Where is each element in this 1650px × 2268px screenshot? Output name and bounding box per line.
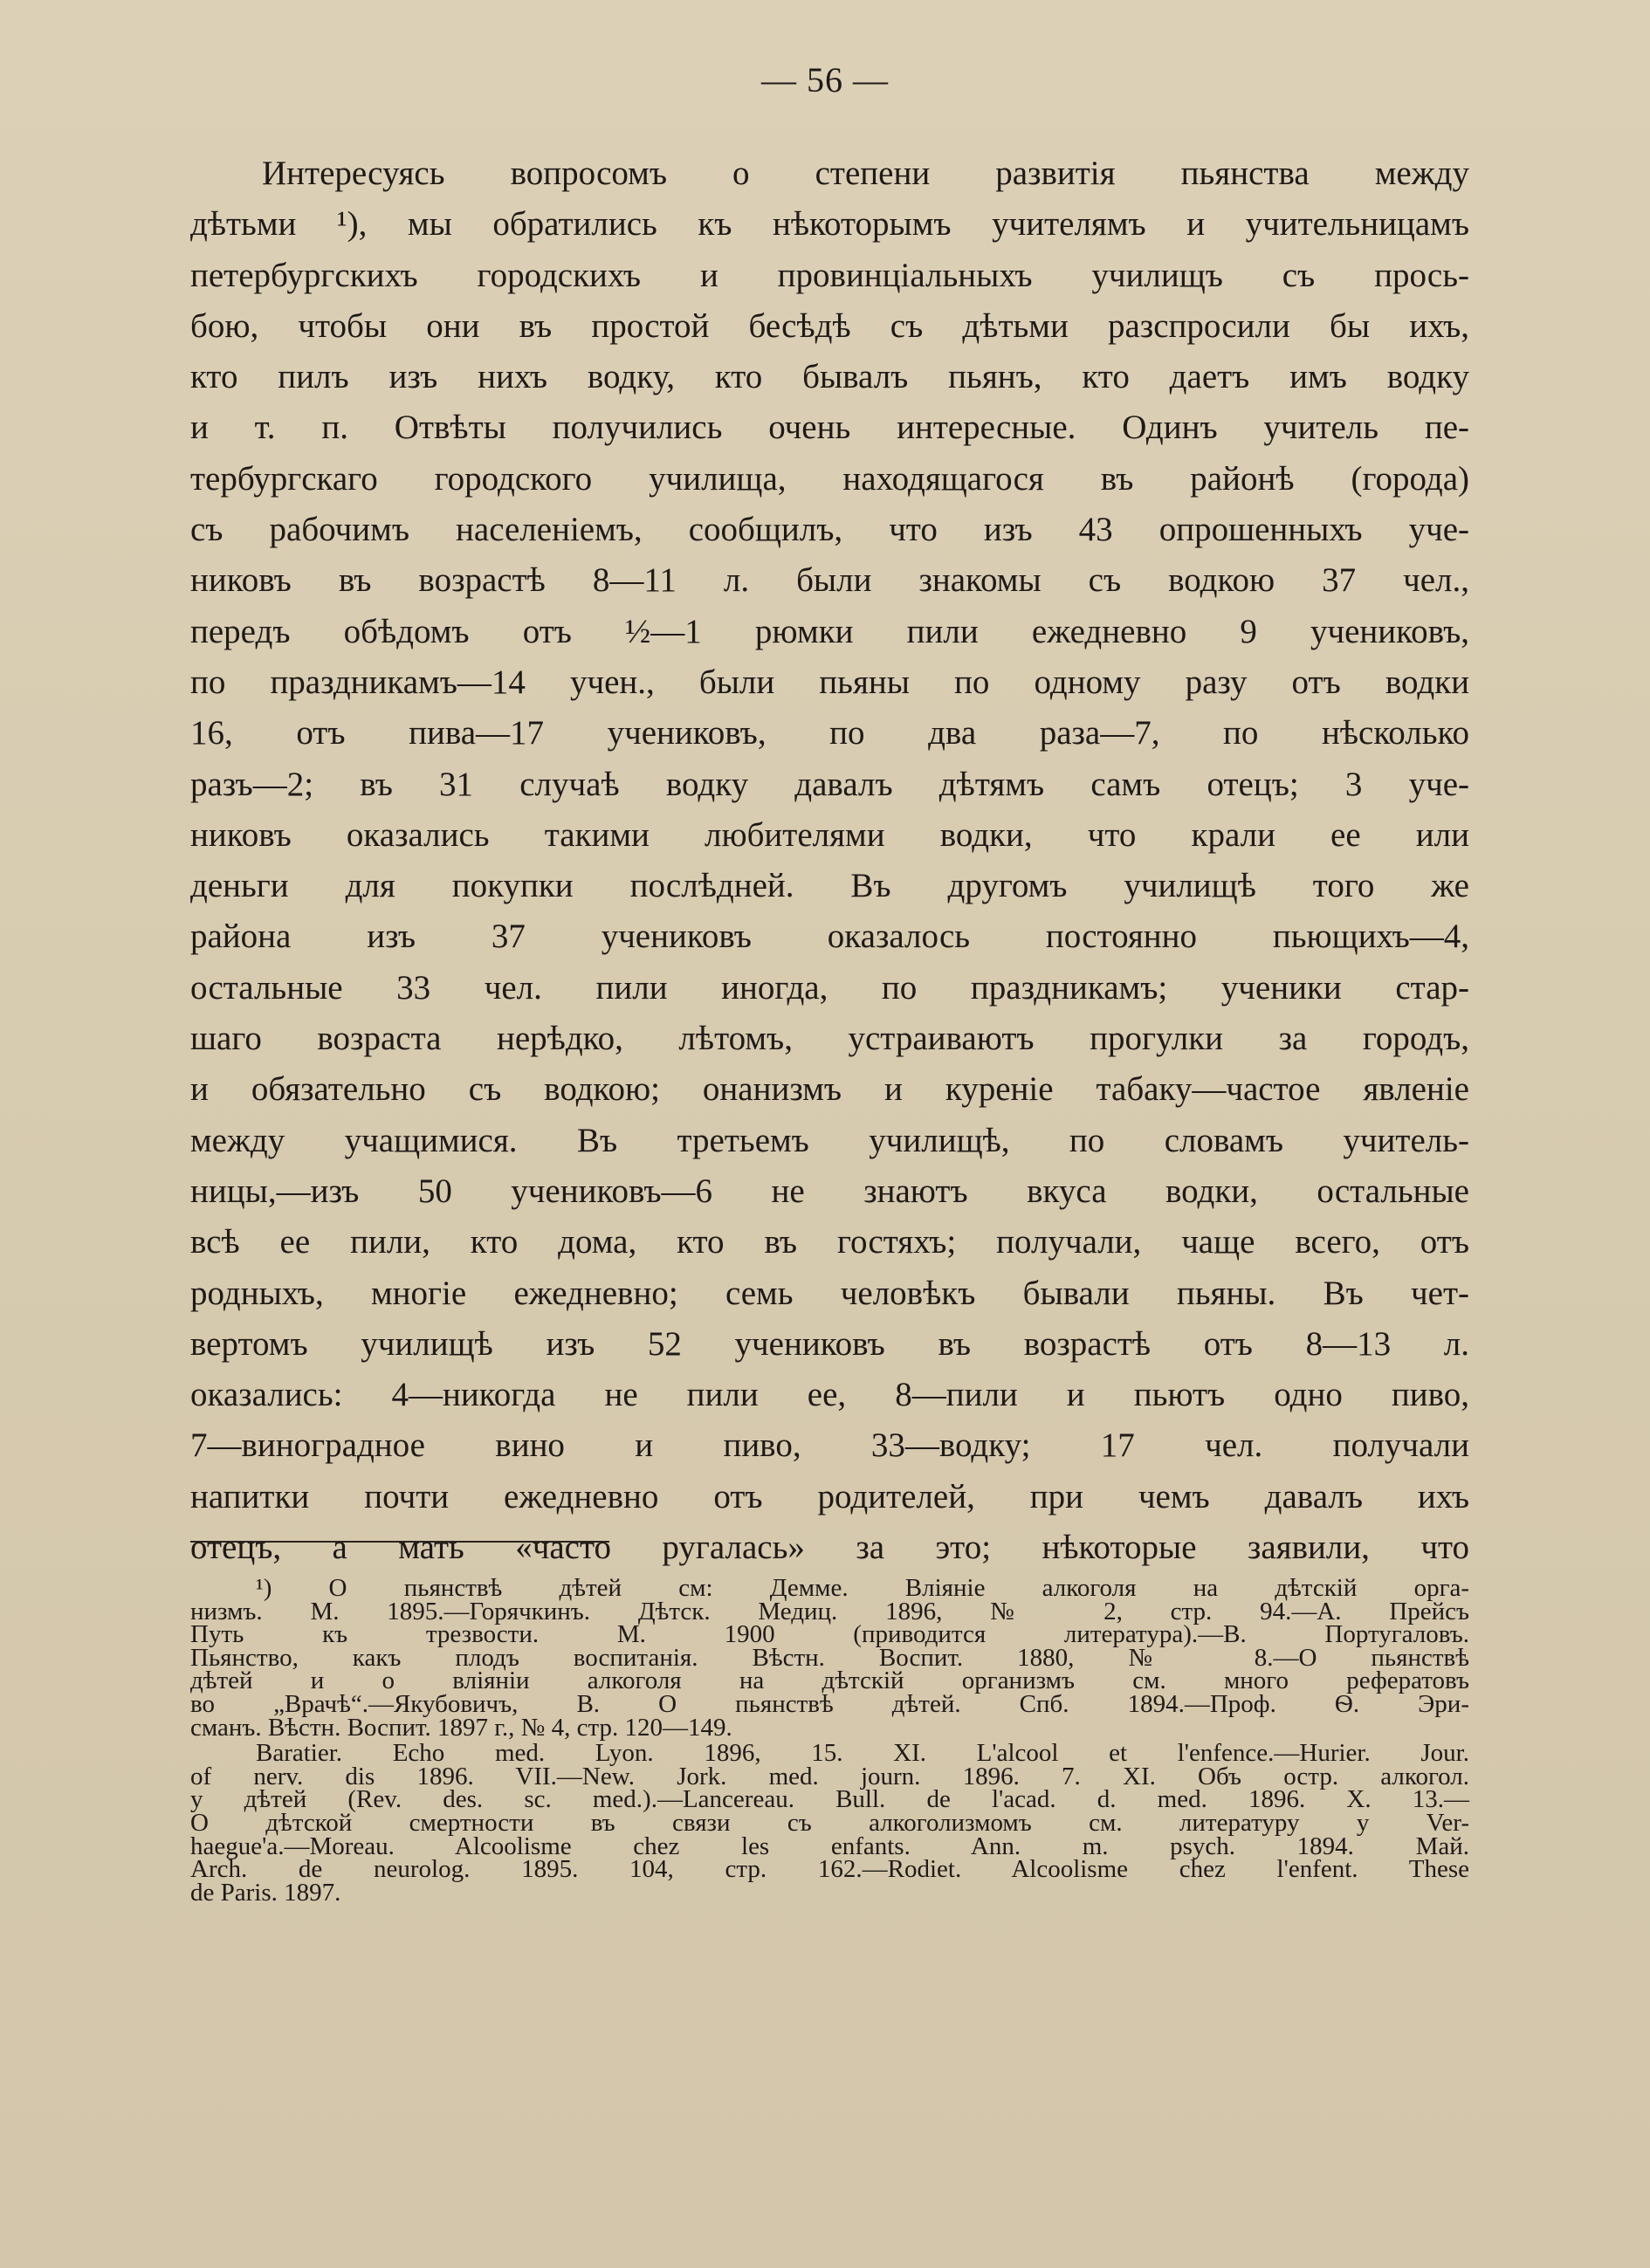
text-line: вертомъ училищѣ изъ 52 учениковъ въ возрастѣ отъ 8—13 л.: [190, 1324, 1469, 1363]
footnote-line: ¹) О пьянствѣ дѣтей см: Демме. Вліяніе алкоголя на дѣтскій орга-: [256, 1574, 1469, 1602]
text-line: шаго возраста нерѣдко, лѣтомъ, устраиваютъ прогулки за городъ,: [190, 1020, 1469, 1058]
footnote-line: сманъ. Вѣстн. Воспит. 1897 г., № 4, стр. 120—149.: [190, 1713, 732, 1742]
text-line: родныхъ, многіе ежедневно; семь человѣкъ бывали пьяны. Въ чет-: [190, 1274, 1469, 1312]
text-line: по праздникамъ—14 учен., были пьяны по одному разу отъ водки: [190, 663, 1469, 701]
footnote-line: низмъ. М. 1895.—Горячкинъ. Дѣтск. Медиц. 1896, № 2, стр. 94.—А. Прейсъ: [190, 1597, 1469, 1625]
footnote-divider: [190, 1541, 609, 1543]
footnote-line: de Paris. 1897.: [190, 1878, 341, 1907]
text-line: петербургскихъ городскихъ и провинціальныхъ училищъ съ прось-: [190, 256, 1469, 294]
text-line: всѣ ее пили, кто дома, кто въ гостяхъ; получали, чаще всего, отъ: [190, 1223, 1469, 1261]
text-line: и обязательно съ водкою; онанизмъ и куреніе табаку—частое явленіе: [190, 1070, 1469, 1109]
text-line: разъ—2; въ 31 случаѣ водку давалъ дѣтямъ самъ отецъ; 3 уче-: [190, 765, 1469, 803]
footnote-line: haegue'a.—Moreau. Alcoolisme chez les enfants. Ann. m. psych. 1894. Май.: [190, 1832, 1469, 1860]
footnote-line: Пьянство, какъ плодъ воспитанія. Вѣстн. Воспит. 1880, № 8.—О пьянствѣ: [190, 1643, 1469, 1672]
footnote-line: Arch. de neurolog. 1895. 104, стр. 162.—Rodiet. Alcoolisme chez l'enfent. These: [190, 1855, 1469, 1884]
text-line: съ рабочимъ населеніемъ, сообщилъ, что изъ 43 опрошенныхъ уче-: [190, 511, 1469, 549]
footnote-line: О дѣтской смертности въ связи съ алкоголизмомъ см. литературу у Ver-: [190, 1808, 1469, 1837]
footnote-line: дѣтей и о вліяніи алкоголя на дѣтскій организмъ см. много рефератовъ: [190, 1667, 1469, 1695]
text-line: бою, чтобы они въ простой бесѣдѣ съ дѣтьми разспросили бы ихъ,: [190, 306, 1469, 345]
footnote-line: у дѣтей (Rev. des. sc. med.).—Lancereau. Bull. de l'acad. d. med. 1896. X. 13.—: [190, 1785, 1469, 1814]
text-line: Интересуясь вопросомъ о степени развитія пьянства между: [262, 155, 1469, 192]
footnote-line: Путь къ трезвости. М. 1900 (приводится литература).—В. Португаловъ.: [190, 1620, 1469, 1649]
text-line: и т. п. Отвѣты получились очень интересные. Одинъ учитель пе-: [190, 409, 1469, 447]
text-line: тербургскаго городского училища, находящагося въ районѣ (города): [190, 459, 1469, 498]
page-number: — 56 —: [761, 60, 889, 100]
footnote-line: во „Врачѣ“.—Якубовичъ, В. О пьянствѣ дѣтей. Спб. 1894.—Проф. Ѳ. Эри-: [190, 1689, 1469, 1718]
footnotes: [190, 1574, 1469, 1907]
footnote-line: of nerv. dis 1896. VII.—New. Jork. med. journ. 1896. 7. XI. Объ остр. алкогол.: [190, 1762, 1469, 1790]
text-line: района изъ 37 учениковъ оказалось постоянно пьющихъ—4,: [190, 918, 1469, 956]
text-line: 16, отъ пива—17 учениковъ, по два раза—7, по нѣсколько: [190, 714, 1469, 753]
text-line: передъ обѣдомъ отъ ½—1 рюмки пили ежедневно 9 учениковъ,: [190, 612, 1469, 650]
text-line: дѣтьми ¹), мы обратились къ нѣкоторымъ учителямъ и учительницамъ: [190, 205, 1469, 244]
text-line: ницы,—изъ 50 учениковъ—6 не знаютъ вкуса водки, остальные: [190, 1172, 1469, 1210]
text-line: никовъ оказались такими любителями водки, что крали ее или: [190, 815, 1469, 854]
text-line: никовъ въ возрастѣ 8—11 л. были знакомы съ водкою 37 чел.,: [190, 561, 1469, 600]
text-line: оказались: 4—никогда не пили ее, 8—пили и пьютъ одно пиво,: [190, 1376, 1469, 1414]
text-line: кто пилъ изъ нихъ водку, кто бывалъ пьянъ, кто даетъ имъ водку: [190, 358, 1469, 396]
footnote-line: Baratier. Echo med. Lyon. 1896, 15. XI. L'alcool et l'enfence.—Hurier. Jour.: [256, 1739, 1469, 1768]
text-line: 7—виноградное вино и пиво, 33—водку; 17 чел. получали: [190, 1426, 1469, 1465]
main-text: [190, 148, 1469, 1573]
text-line: остальные 33 чел. пили иногда, по праздникамъ; ученики стар-: [190, 968, 1469, 1007]
text-line: между учащимися. Въ третьемъ училищѣ, по словамъ учитель-: [190, 1121, 1469, 1159]
text-line: деньги для покупки послѣдней. Въ другомъ училищѣ того же: [190, 867, 1469, 905]
text-line: отецъ, а мать «часто ругалась» за это; нѣкоторые заявили, что: [190, 1529, 1469, 1567]
text-line: напитки почти ежедневно отъ родителей, при чемъ давалъ ихъ: [190, 1477, 1469, 1515]
